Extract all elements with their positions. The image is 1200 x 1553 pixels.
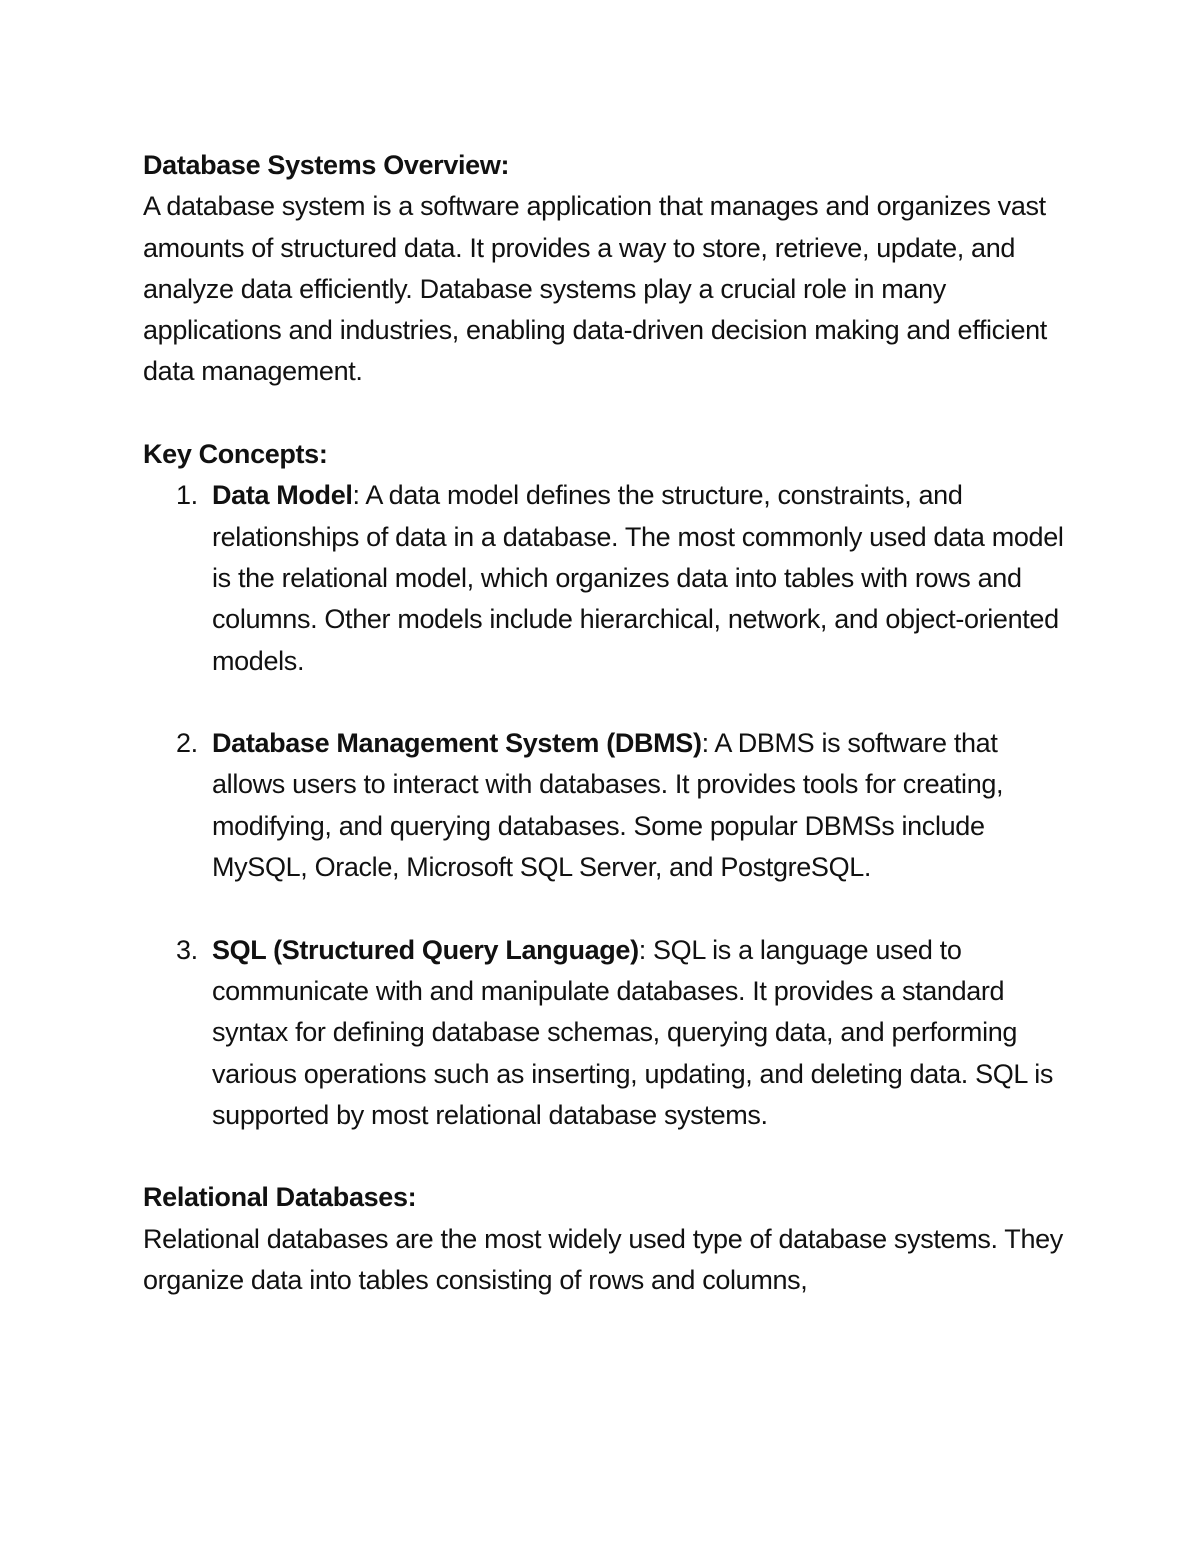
section-spacer (143, 393, 1073, 434)
list-number: 1. (176, 480, 198, 511)
section-spacer (143, 1136, 1073, 1177)
concept-item-dbms (143, 723, 1073, 888)
concept-description: : A data model defines the structure, constraints, and relationships of data in a database. The most commonly used data model is the relational model, which organizes data into tables with rows and columns. Other models include hierarchical, network, and object-oriented models. (212, 480, 1064, 676)
list-number: 3. (176, 934, 198, 965)
relational-paragraph: Relational databases are the most widely used type of database systems. They organize data into tables consisting of rows and columns, (143, 1223, 1063, 1296)
document-body (143, 145, 1073, 1301)
concept-description: : A DBMS is software that allows users to interact with databases. It provides tools for creating, modifying, and querying databases. Some popular DBMSs include MySQL, Oracle, Microsoft SQL Server, and PostgreSQL. (212, 728, 1004, 883)
key-concepts-heading: Key Concepts: (143, 439, 328, 470)
concept-description: : SQL is a language used to communicate with and manipulate databases. It provides a standard syntax for defining database schemas, querying data, and performing various operations such as inserting, updating, and deleting data. SQL is supported by most relational database systems. (212, 934, 1053, 1130)
relational-heading: Relational Databases: (143, 1182, 417, 1213)
key-concepts-list (143, 475, 1073, 1136)
concept-item-data-model (143, 475, 1073, 681)
concept-term: Data Model (212, 480, 353, 511)
concept-term: Database Management System (DBMS) (212, 728, 702, 759)
overview-heading: Database Systems Overview: (143, 150, 510, 180)
overview-paragraph: A database system is a software application that manages and organizes vast amounts of structured data. It provides a way to store, retrieve, update, and analyze data efficiently. Database systems play a crucial role in many applications and industries, enabling data-driven decision making and efficient data management. (143, 191, 1047, 387)
concept-item-sql (143, 930, 1073, 1136)
list-number: 2. (176, 728, 198, 759)
concept-term: SQL (Structured Query Language) (212, 934, 639, 965)
